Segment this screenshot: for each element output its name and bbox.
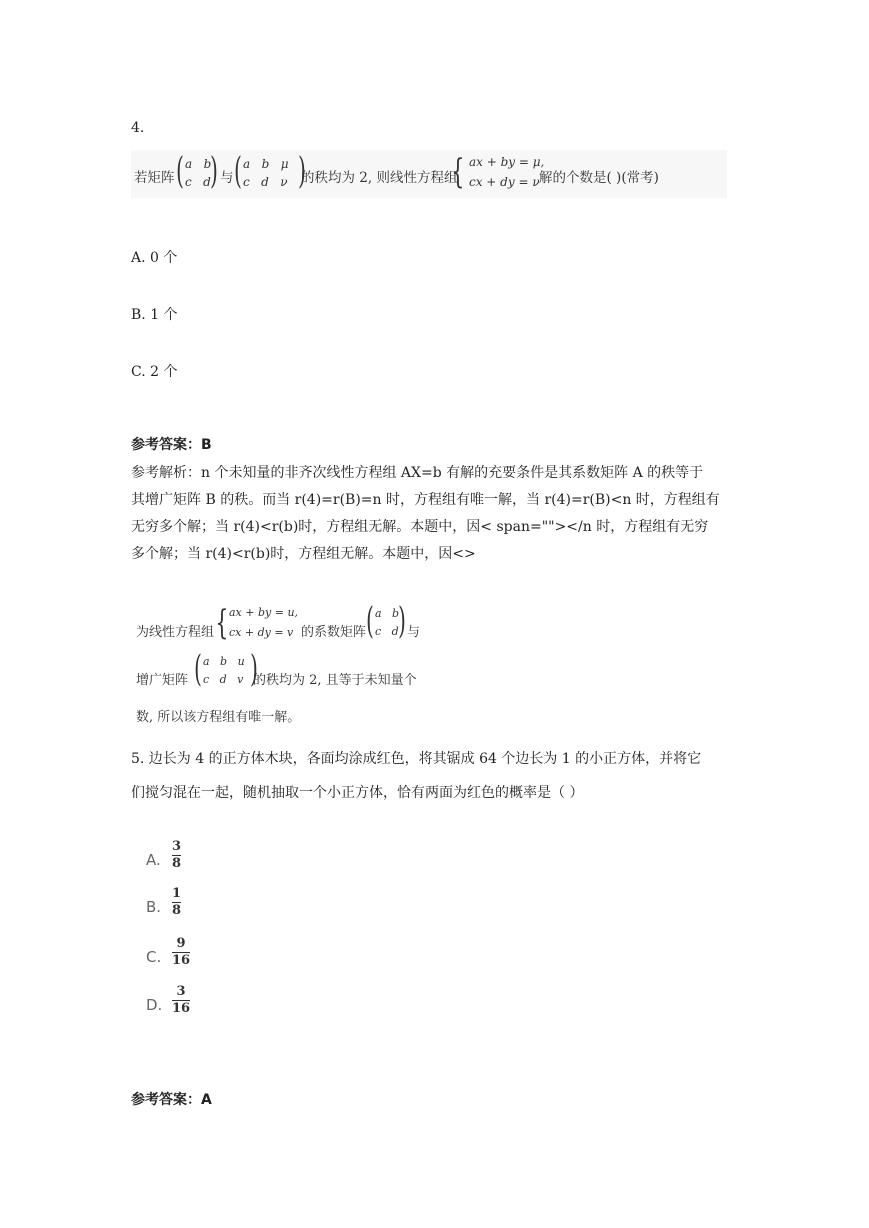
fraction: 3 16 [172, 984, 191, 1016]
coefficient-matrix: ( a b c d ) [366, 601, 406, 642]
answer-4: 参考答案：B [131, 437, 212, 453]
stem-with: 与 [220, 170, 234, 186]
analysis-image: 为线性方程组 { ax + by = u, cx + dy = v 的系数矩阵 ( a b c d ) 与 增广矩阵 ( a b u c d v ) 的秩均为 2, 且等于未知量个 数, 所以该方程组有唯一解。 [136, 601, 421, 725]
fraction: 9 16 [172, 936, 191, 968]
equation-system-2: ax + by = u, cx + dy = v [229, 606, 299, 639]
analysis-4 [131, 460, 743, 568]
answer-5: 参考答案：A [131, 1092, 212, 1108]
fraction: 3 8 [172, 839, 182, 871]
augmented-matrix: ( a b u c d v ) [194, 649, 258, 690]
question-4-stem-image: 若矩阵 ( a b c d ) 与 ( a b μ c d ν ) 的秩均为 2, 则线性方程组 { ax + by = μ, cx + dy = ν 解的个数是( )(常考) [131, 150, 727, 198]
matrix-1: ( a b c d ) [176, 151, 218, 192]
equation-system: ax + by = μ, cx + dy = ν [469, 155, 545, 189]
matrix-2: ( a b μ c d ν ) [234, 151, 306, 192]
fraction: 1 8 [172, 886, 182, 918]
stem-prefix: 若矩阵 [134, 170, 175, 186]
analysis-line: 多个解；当 r(4)<r(b)时，方程组无解。本题中，因<> [131, 546, 476, 562]
stem-middle: 的秩均为 2, 则线性方程组 [301, 170, 458, 186]
analysis-line: 无穷多个解；当 r(4)<r(b)时，方程组无解。本题中，因< span=""></n 时，方程组有无穷 [131, 519, 709, 535]
question-4-number: 4. [131, 120, 145, 136]
stem-line: 们搅匀混在一起，随机抽取一个小正方体，恰有两面为红色的概率是（ ） [131, 785, 584, 801]
question-5-stem [131, 742, 751, 810]
analysis-line: 其增广矩阵 B 的秩。而当 r(4)=r(B)=n 时，方程组有唯一解，当 r(4)=r(B)<n 时，方程组有 [131, 492, 720, 508]
stem-suffix: 解的个数是( )(常考) [539, 170, 659, 186]
analysis-line: 参考解析：n 个未知量的非齐次线性方程组 AX=b 有解的充要条件是其系数矩阵 A 的秩等于 [131, 465, 704, 481]
stem-line: 5. 边长为 4 的正方体木块，各面均涂成红色，将其锯成 64 个边长为 1 的小正方体，并将它 [131, 751, 702, 767]
option-b: B. 1 个 [131, 307, 178, 323]
option-a: A. 0 个 [131, 250, 178, 266]
option-c: C. 2 个 [131, 364, 178, 380]
